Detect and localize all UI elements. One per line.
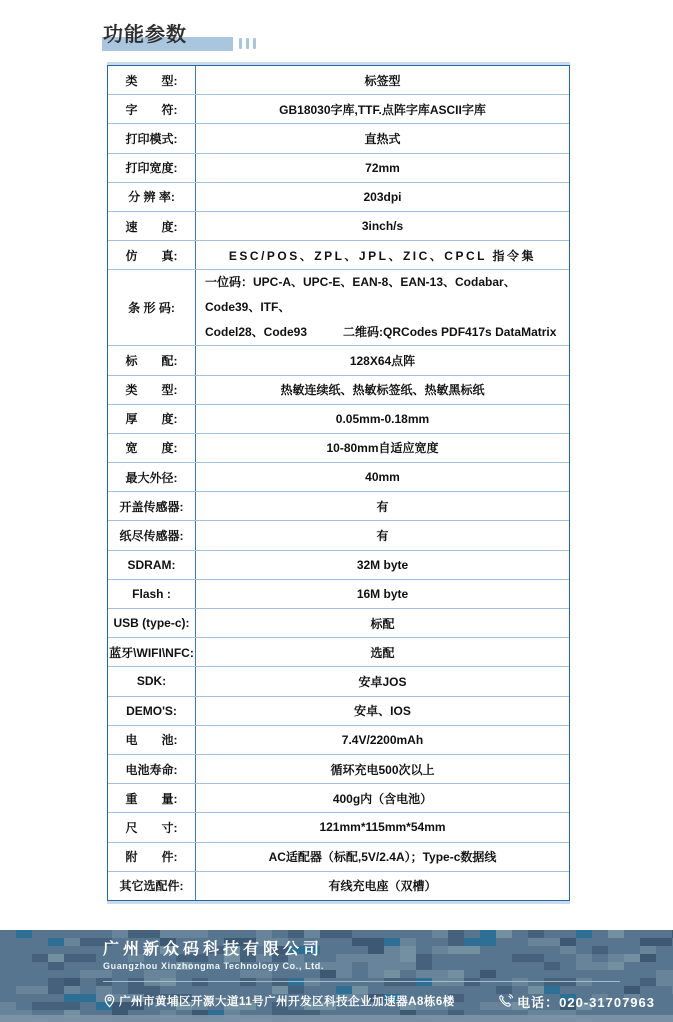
spec-label: 速 度: bbox=[108, 212, 196, 240]
spec-value: 有线充电座（双槽） bbox=[328, 879, 437, 894]
table-row bbox=[108, 434, 569, 463]
table-row bbox=[108, 154, 569, 183]
table-row bbox=[108, 609, 569, 638]
spec-label: 仿 真: bbox=[108, 241, 196, 269]
footer-divider bbox=[103, 981, 620, 982]
spec-value: 直热式 bbox=[364, 131, 401, 146]
spec-value: AC适配器（标配,5V/2.4A）；Type-c数据线 bbox=[268, 850, 497, 865]
table-row bbox=[108, 376, 569, 405]
spec-value: 安卓、IOS bbox=[354, 704, 411, 719]
spec-value: 0.05mm-0.18mm bbox=[335, 411, 430, 426]
spec-label: 纸尽传感器: bbox=[108, 521, 196, 549]
footer bbox=[0, 930, 673, 1022]
table-row bbox=[108, 492, 569, 521]
spec-label: 尺 寸: bbox=[108, 813, 196, 841]
phone-text: 电话：020-31707963 bbox=[517, 994, 655, 1010]
spec-value: 400g内（含电池） bbox=[332, 791, 433, 806]
spec-value: 热敏连续纸、热敏标签纸、热敏黑标纸 bbox=[280, 383, 485, 398]
spec-value: 10-80mm自适应宽度 bbox=[326, 441, 439, 456]
spec-value: 121mm*115mm*54mm bbox=[319, 820, 446, 835]
spec-label: 打印模式: bbox=[108, 124, 196, 152]
table-row bbox=[108, 667, 569, 696]
spec-value: 一位码：UPC-A、UPC-E、EAN-8、EAN-13、Codabar、Code39、ITF、 Codel28、Code93 二维码:QRCodes PDF417s DataMatrix bbox=[205, 275, 557, 340]
spec-value: 203dpi bbox=[363, 189, 402, 204]
table-row bbox=[108, 872, 569, 900]
spec-label: USB (type-c): bbox=[108, 609, 196, 637]
table-row bbox=[108, 755, 569, 784]
table-row bbox=[108, 95, 569, 124]
address-block bbox=[104, 993, 455, 1009]
spec-value: 40mm bbox=[365, 470, 400, 485]
footer-contact-row bbox=[0, 990, 673, 1012]
spec-label: DEMO'S: bbox=[108, 697, 196, 725]
phone-icon bbox=[499, 994, 513, 1008]
page-header bbox=[102, 20, 402, 54]
table-row bbox=[108, 270, 569, 346]
spec-label: 重 量: bbox=[108, 784, 196, 812]
spec-table bbox=[107, 65, 570, 901]
spec-label: 附 件: bbox=[108, 843, 196, 871]
spec-value: 7.4V/2200mAh bbox=[341, 732, 424, 747]
table-row bbox=[108, 405, 569, 434]
spec-label: Flash : bbox=[108, 580, 196, 608]
spec-label: 字 符: bbox=[108, 95, 196, 123]
title-ticks-icon bbox=[239, 38, 256, 49]
spec-label: 打印宽度: bbox=[108, 154, 196, 182]
phone-block bbox=[499, 992, 655, 1011]
company-name-cn: 广州新众码科技有限公司 bbox=[103, 941, 324, 958]
spec-value: 标签型 bbox=[364, 73, 401, 88]
spec-label: 最大外径: bbox=[108, 463, 196, 491]
table-row bbox=[108, 212, 569, 241]
spec-label: 分 辨 率: bbox=[108, 183, 196, 211]
table-row bbox=[108, 241, 569, 270]
company-name-en: Guangzhou Xinzhongma Technology Co., Ltd. bbox=[103, 961, 324, 971]
table-row bbox=[108, 124, 569, 153]
spec-label: SDRAM: bbox=[108, 551, 196, 579]
table-row bbox=[108, 521, 569, 550]
address-text: 广州市黄埔区开源大道11号广州开发区科技企业加速器A8栋6楼 bbox=[119, 996, 455, 1008]
spec-value: ESC/POS、ZPL、JPL、ZIC、CPCL 指令集 bbox=[228, 248, 537, 263]
spec-value: 128X64点阵 bbox=[349, 353, 416, 368]
spec-value: 安卓JOS bbox=[358, 674, 407, 689]
spec-value: 有 bbox=[376, 529, 389, 544]
table-row bbox=[108, 66, 569, 95]
spec-value: 标配 bbox=[370, 616, 395, 631]
spec-label: 宽 度: bbox=[108, 434, 196, 462]
table-row bbox=[108, 697, 569, 726]
spec-value: 16M byte bbox=[356, 586, 409, 601]
table-row bbox=[108, 580, 569, 609]
spec-label: 电 池: bbox=[108, 726, 196, 754]
table-row bbox=[108, 551, 569, 580]
table-row bbox=[108, 463, 569, 492]
table-row bbox=[108, 638, 569, 667]
spec-value: 循环充电500次以上 bbox=[330, 762, 435, 777]
spec-label: 类 型: bbox=[108, 66, 196, 94]
spec-value: 32M byte bbox=[356, 557, 409, 572]
spec-label: 其它选配件: bbox=[108, 872, 196, 900]
spec-value: GB18030字库,TTF.点阵字库ASCII字库 bbox=[279, 102, 486, 117]
spec-label: 类 型: bbox=[108, 376, 196, 404]
location-pin-icon bbox=[104, 994, 115, 1008]
table-row bbox=[108, 346, 569, 375]
spec-label: 开盖传感器: bbox=[108, 492, 196, 520]
spec-label: 条 形 码: bbox=[108, 270, 196, 345]
spec-label: 蓝牙\WIFI\NFC: bbox=[108, 638, 196, 666]
spec-label: SDK: bbox=[108, 667, 196, 695]
spec-label: 厚 度: bbox=[108, 405, 196, 433]
table-row bbox=[108, 726, 569, 755]
page-title: 功能参数 bbox=[103, 24, 187, 46]
spec-label: 标 配: bbox=[108, 346, 196, 374]
table-row bbox=[108, 843, 569, 872]
spec-value: 选配 bbox=[370, 645, 395, 660]
table-row bbox=[108, 183, 569, 212]
spec-value: 72mm bbox=[365, 160, 400, 175]
spec-value: 3inch/s bbox=[361, 219, 404, 234]
spec-label: 电池寿命: bbox=[108, 755, 196, 783]
spec-value: 有 bbox=[376, 499, 389, 514]
table-row bbox=[108, 813, 569, 842]
table-row bbox=[108, 784, 569, 813]
